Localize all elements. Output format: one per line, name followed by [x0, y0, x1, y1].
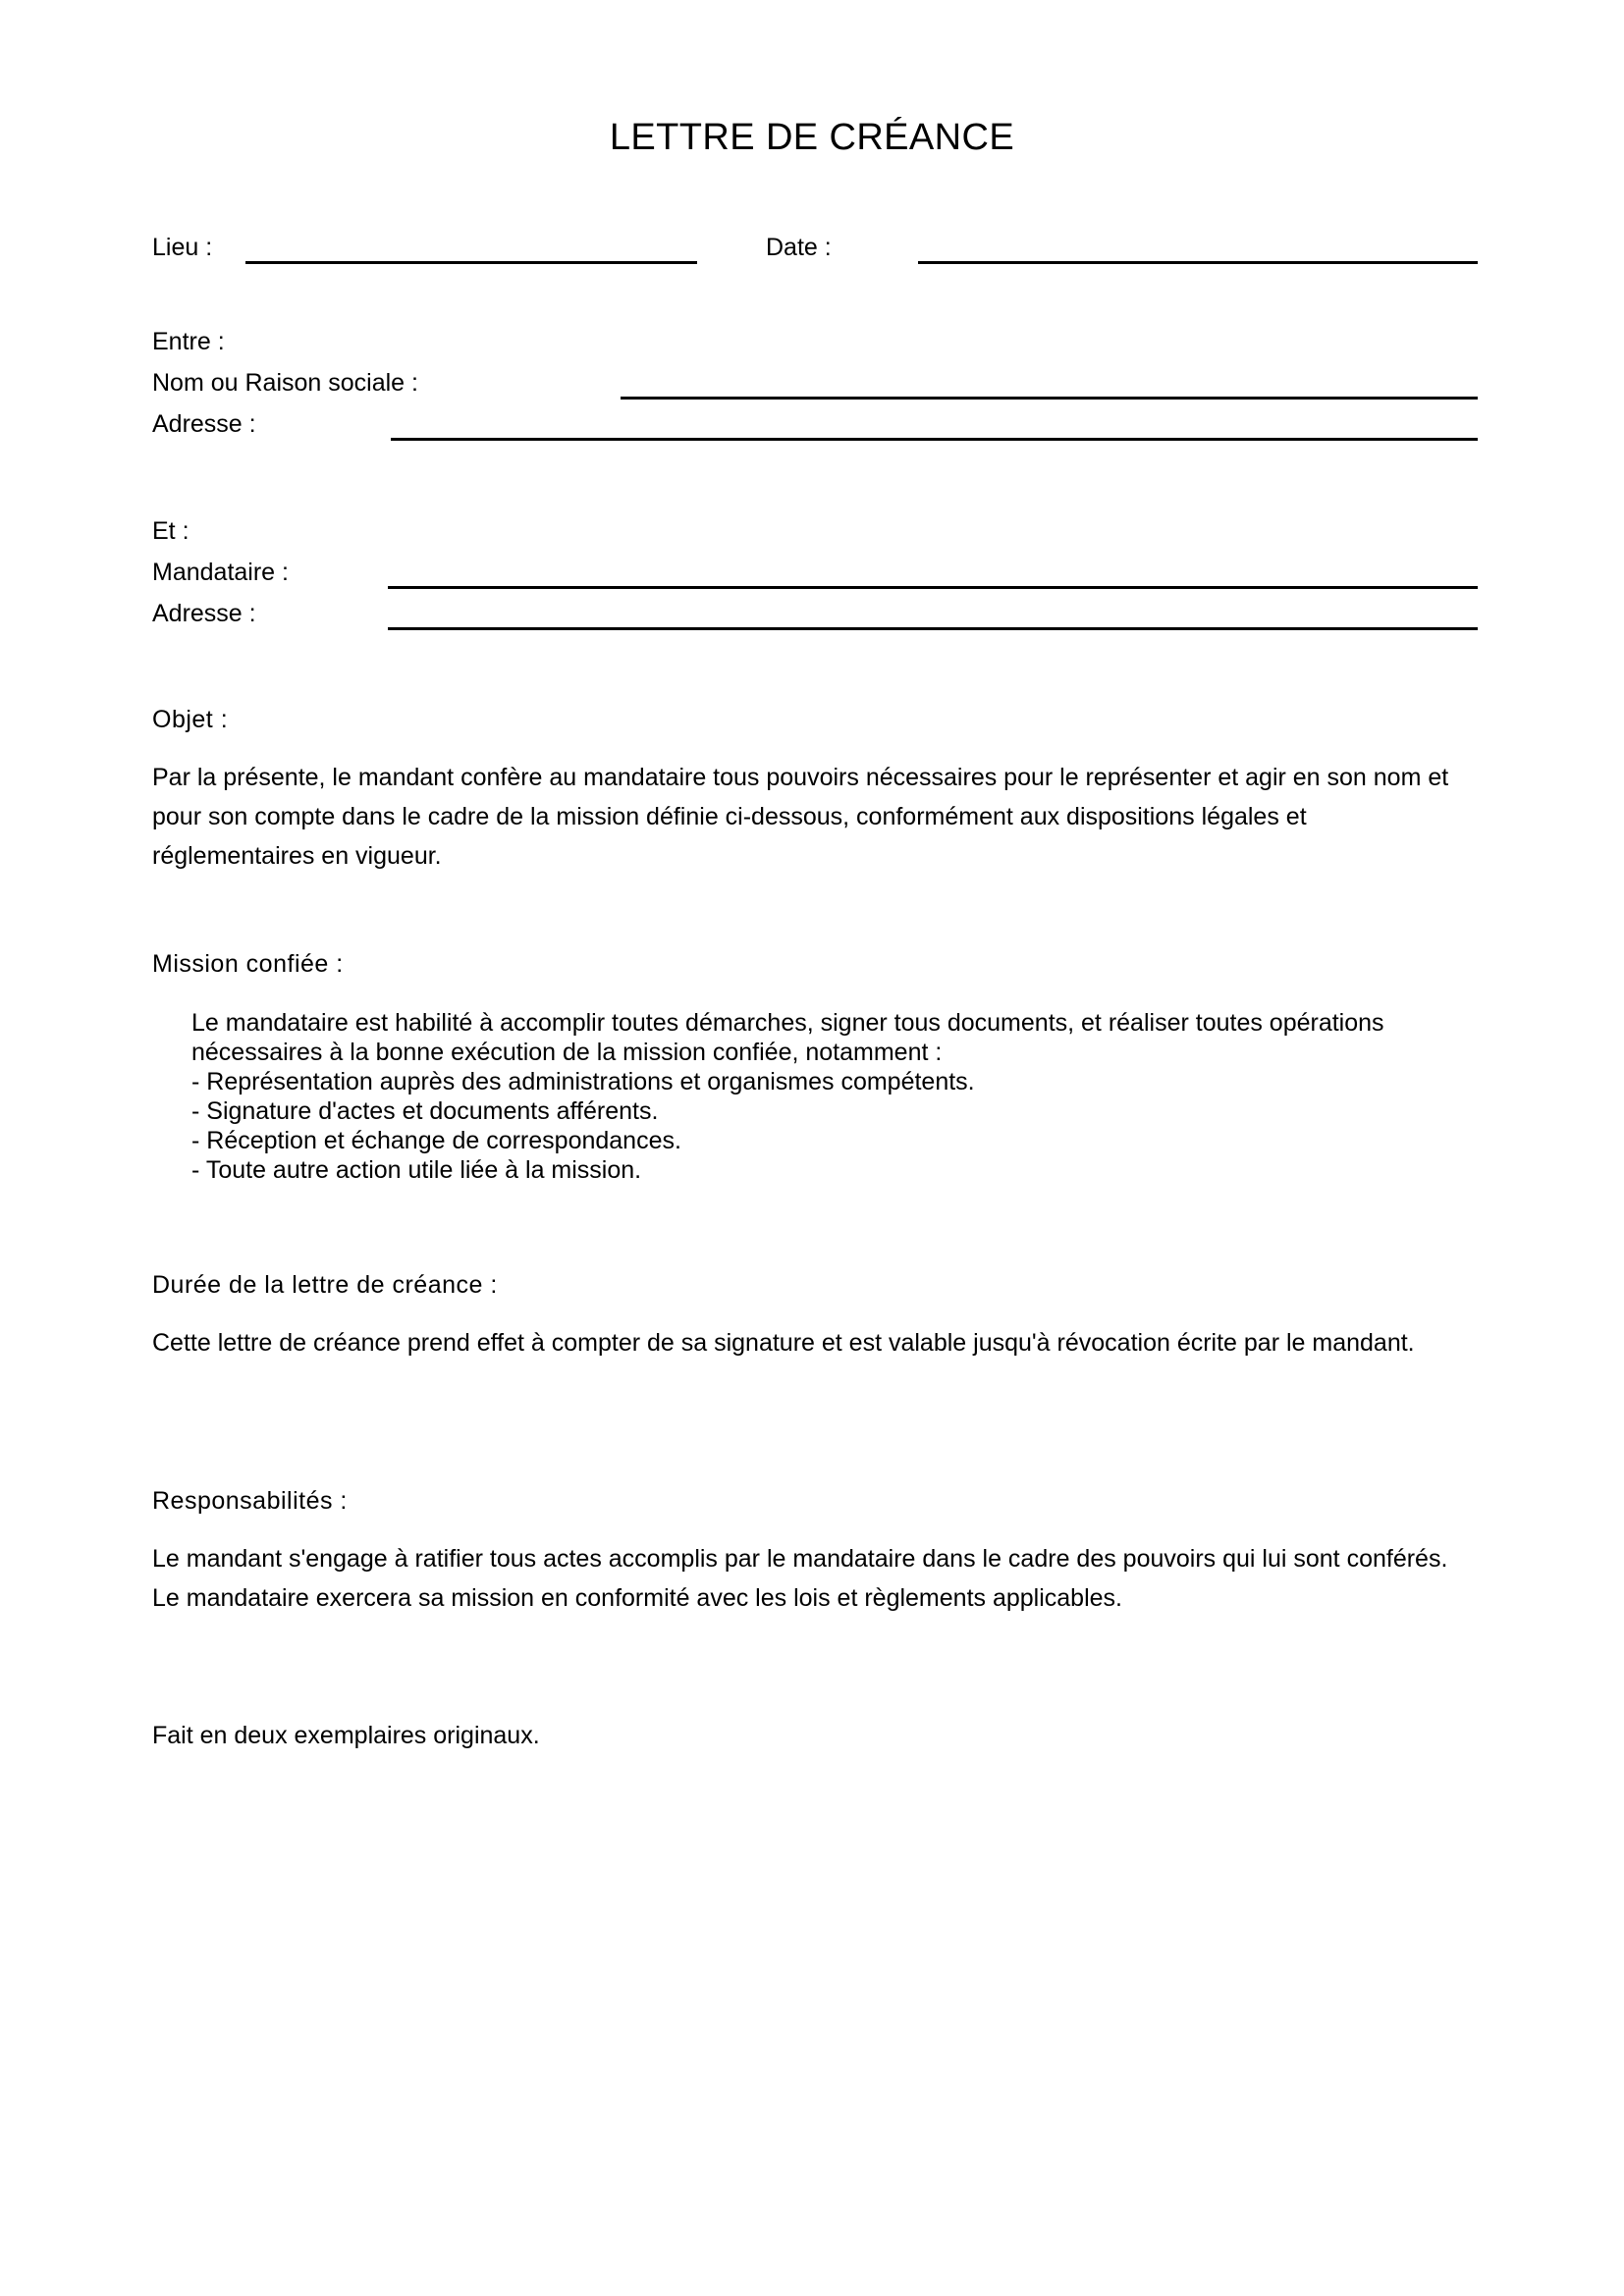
et-label: Et : — [152, 517, 189, 545]
mandataire-block — [152, 515, 1468, 639]
nom-raison-sociale-input-rule[interactable] — [621, 397, 1478, 400]
mandataire-adresse-label: Adresse : — [152, 600, 256, 627]
mandataire-input-rule[interactable] — [388, 586, 1478, 589]
mandant-adresse-row — [152, 408, 1468, 450]
mission-details — [152, 1008, 1468, 1185]
responsabilites-section — [152, 1484, 1468, 1618]
entre-row — [152, 326, 1468, 367]
mission-item-list — [191, 1067, 1468, 1185]
page-title: LETTRE DE CRÉANCE — [609, 117, 1015, 158]
et-row — [152, 515, 1468, 557]
objet-section — [152, 703, 1468, 876]
nom-raison-sociale-row — [152, 367, 1468, 408]
closing-section — [152, 1716, 1468, 1755]
responsabilites-body: Le mandant s'engage à ratifier tous actes accomplis par le mandataire dans le cadre des pouvoirs qui lui sont conférés. Le mandataire exercera sa mission en conformité avec les lois et règlements applicables. — [152, 1545, 1448, 1612]
mandataire-adresse-row — [152, 598, 1468, 639]
mandant-block — [152, 326, 1468, 450]
closing-text: Fait en deux exemplaires originaux. — [152, 1722, 540, 1749]
duree-body: Cette lettre de créance prend effet à compter de sa signature et est valable jusqu'à révocation écrite par le mandant. — [152, 1329, 1415, 1357]
mandataire-adresse-input-rule[interactable] — [388, 627, 1478, 630]
objet-heading: Objet : — [152, 706, 229, 733]
mission-heading: Mission confiée : — [152, 950, 344, 978]
mandataire-label: Mandataire : — [152, 559, 289, 586]
mission-intro: Le mandataire est habilité à accomplir toutes démarches, signer tous documents, et réaliser toutes opérations nécessaires à la bonne exécution de la mission confiée, notamment : — [191, 1009, 1384, 1066]
mandataire-row — [152, 557, 1468, 598]
lieu-label: Lieu : — [152, 234, 213, 261]
duree-section — [152, 1268, 1468, 1362]
mission-section — [152, 947, 1468, 1185]
duree-heading: Durée de la lettre de créance : — [152, 1271, 498, 1299]
objet-body: Par la présente, le mandant confère au mandataire tous pouvoirs nécessaires pour le représenter et agir en son nom et pour son compte dans le cadre de la mission définie ci-dessous, conformément aux dispositions légales et réglementaires en vigueur. — [152, 764, 1449, 870]
lieu-input-rule[interactable] — [245, 261, 697, 264]
list-item: - Signature d'actes et documents afférents. — [191, 1097, 659, 1125]
list-item: - Toute autre action utile liée à la mission. — [191, 1156, 642, 1184]
mandant-adresse-input-rule[interactable] — [391, 438, 1478, 441]
lieu-date-row — [152, 232, 1468, 275]
date-input-rule[interactable] — [918, 261, 1478, 264]
list-item: - Représentation auprès des administrations et organismes compétents. — [191, 1068, 975, 1095]
mandant-adresse-label: Adresse : — [152, 410, 256, 438]
header-fields-row — [152, 232, 1468, 275]
entre-label: Entre : — [152, 328, 225, 355]
list-item: - Réception et échange de correspondances. — [191, 1127, 681, 1154]
responsabilites-heading: Responsabilités : — [152, 1487, 348, 1515]
date-label: Date : — [766, 234, 832, 261]
nom-raison-sociale-label: Nom ou Raison sociale : — [152, 369, 418, 397]
